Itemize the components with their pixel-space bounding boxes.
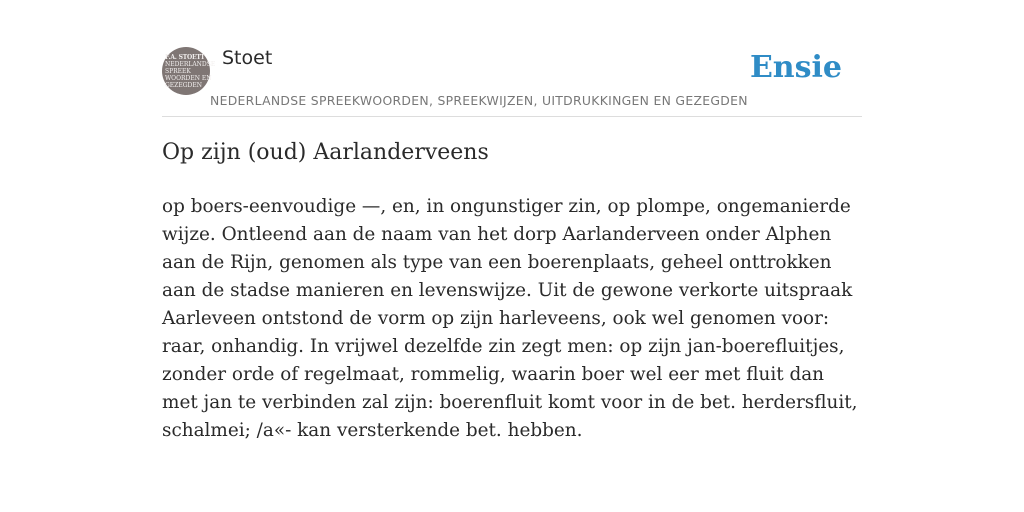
avatar-top-text: F.A. STOETT xyxy=(165,54,205,61)
entry-body: op boers-eenvoudige —, en, in ongunstiger zin, op plompe, ongemanierde wijze. Ontleend aan de naam van het dorp Aarlanderveen onder Alphen aan de Rijn, genomen als type van een boerenplaats, geheel onttrokken aan de stadse manieren en levenswijze. Uit de gewone verkorte uitspraak Aarleveen ontstond de vorm op zijn harleveens, ook wel genomen voor: raar, onhandig. In vrijwel dezelfde zin zegt men: op zijn jan-boerefluitjes, zonder orde of regelmaat, rommelig, waarin boer wel eer met fluit dan met jan te verbinden zal zijn: boerenfluit komt voor in de bet. herdersfluit, schalmei; /a«- kan versterkende bet. hebben. xyxy=(162,196,858,441)
avatar[interactable] xyxy=(162,47,216,95)
avatar-line: NEDERLANDSE xyxy=(165,61,216,68)
avatar-line: WOORDEN EN xyxy=(165,75,212,82)
entry-title: Op zijn (oud) Aarlanderveens xyxy=(162,140,489,165)
author-name[interactable]: Stoet xyxy=(222,47,273,69)
source-subtitle: NEDERLANDSE SPREEKWOORDEN, SPREEKWIJZEN, UITDRUKKINGEN EN GEZEGDEN xyxy=(210,93,748,108)
header xyxy=(162,46,862,117)
brand-logo[interactable]: Ensie xyxy=(749,50,842,85)
avatar-line: SPREEK xyxy=(165,68,191,75)
avatar-cover-text xyxy=(165,61,216,89)
avatar-line: GEZEGDEN xyxy=(165,82,202,89)
